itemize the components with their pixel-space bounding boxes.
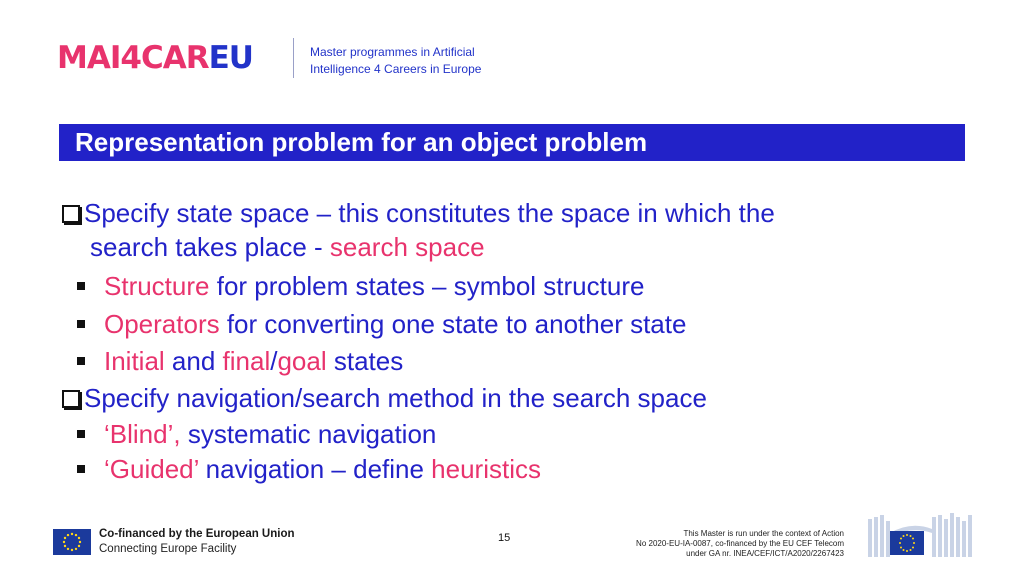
- bullet-text: and: [164, 346, 223, 376]
- sub-bullet-structure: [104, 270, 644, 302]
- bullet-highlight: goal: [277, 346, 327, 376]
- bullet-highlight: ‘Guided’: [104, 454, 199, 484]
- bullet-text: systematic navigation: [180, 419, 437, 449]
- bullet-text: states: [326, 346, 404, 376]
- bullet-highlight: Operators: [104, 309, 220, 339]
- bullet-text: search takes place -: [90, 232, 330, 262]
- tagline-line-1: Master programmes in Artificial: [310, 45, 475, 59]
- sub-bullet-operators: [104, 308, 686, 340]
- checkbox-bullet-icon: [62, 205, 80, 223]
- bullet-text: Specify state space – this constitutes the space in which the: [84, 198, 775, 228]
- bullet-highlight: Structure: [104, 271, 210, 301]
- european-commission-logo: [866, 513, 974, 559]
- funding-note: [636, 529, 844, 559]
- sub-bullet-guided: [104, 453, 541, 485]
- bullet-text: navigation – define: [198, 454, 432, 484]
- funding-note-line-3: under GA nr. INEA/CEF/ICT/A2020/2267423: [686, 549, 844, 558]
- logo-part-eu: EU: [208, 40, 253, 76]
- bullet-state-space: [62, 197, 775, 229]
- bullet-highlight: ‘Blind’,: [104, 419, 181, 449]
- cofinancing-text: [99, 527, 295, 557]
- square-bullet-icon: [77, 282, 85, 290]
- bullet-text: for problem states – symbol structure: [209, 271, 645, 301]
- slide-title: Representation problem for an object problem: [75, 127, 648, 157]
- bullet-text: Specify navigation/search method in the search space: [84, 383, 707, 413]
- bullet-highlight: Initial: [104, 346, 165, 376]
- square-bullet-icon: [77, 430, 85, 438]
- eu-flag-icon: [53, 529, 91, 555]
- bullet-navigation-method: [62, 382, 707, 414]
- bullet-highlight: heuristics: [431, 454, 541, 484]
- bullet-text: for converting one state to another state: [219, 309, 687, 339]
- square-bullet-icon: [77, 465, 85, 473]
- bullet-state-space-continued: [90, 231, 485, 263]
- bullet-text: /: [270, 346, 278, 376]
- bullet-highlight: final: [222, 346, 271, 376]
- square-bullet-icon: [77, 320, 85, 328]
- page-number: 15: [498, 532, 511, 544]
- bullet-highlight: search space: [329, 232, 485, 262]
- funding-note-line-2: No 2020-EU-IA-0087, co-financed by the EU CEF Telecom: [636, 539, 844, 548]
- cofinanced-label: Co-financed by the European Union: [99, 528, 295, 540]
- checkbox-bullet-icon: [62, 390, 80, 408]
- funding-note-line-1: This Master is run under the context of Action: [683, 529, 844, 538]
- facility-label: Connecting Europe Facility: [99, 543, 237, 555]
- logo-part-i4car: I4CAR: [109, 40, 209, 76]
- sub-bullet-initial-final: [104, 345, 403, 377]
- sub-bullet-blind: [104, 418, 436, 450]
- tagline-line-2: Intelligence 4 Careers in Europe: [310, 62, 482, 76]
- logo-part-ma: MA: [57, 40, 110, 76]
- square-bullet-icon: [77, 357, 85, 365]
- eu-cofinancing-logo: [53, 527, 295, 557]
